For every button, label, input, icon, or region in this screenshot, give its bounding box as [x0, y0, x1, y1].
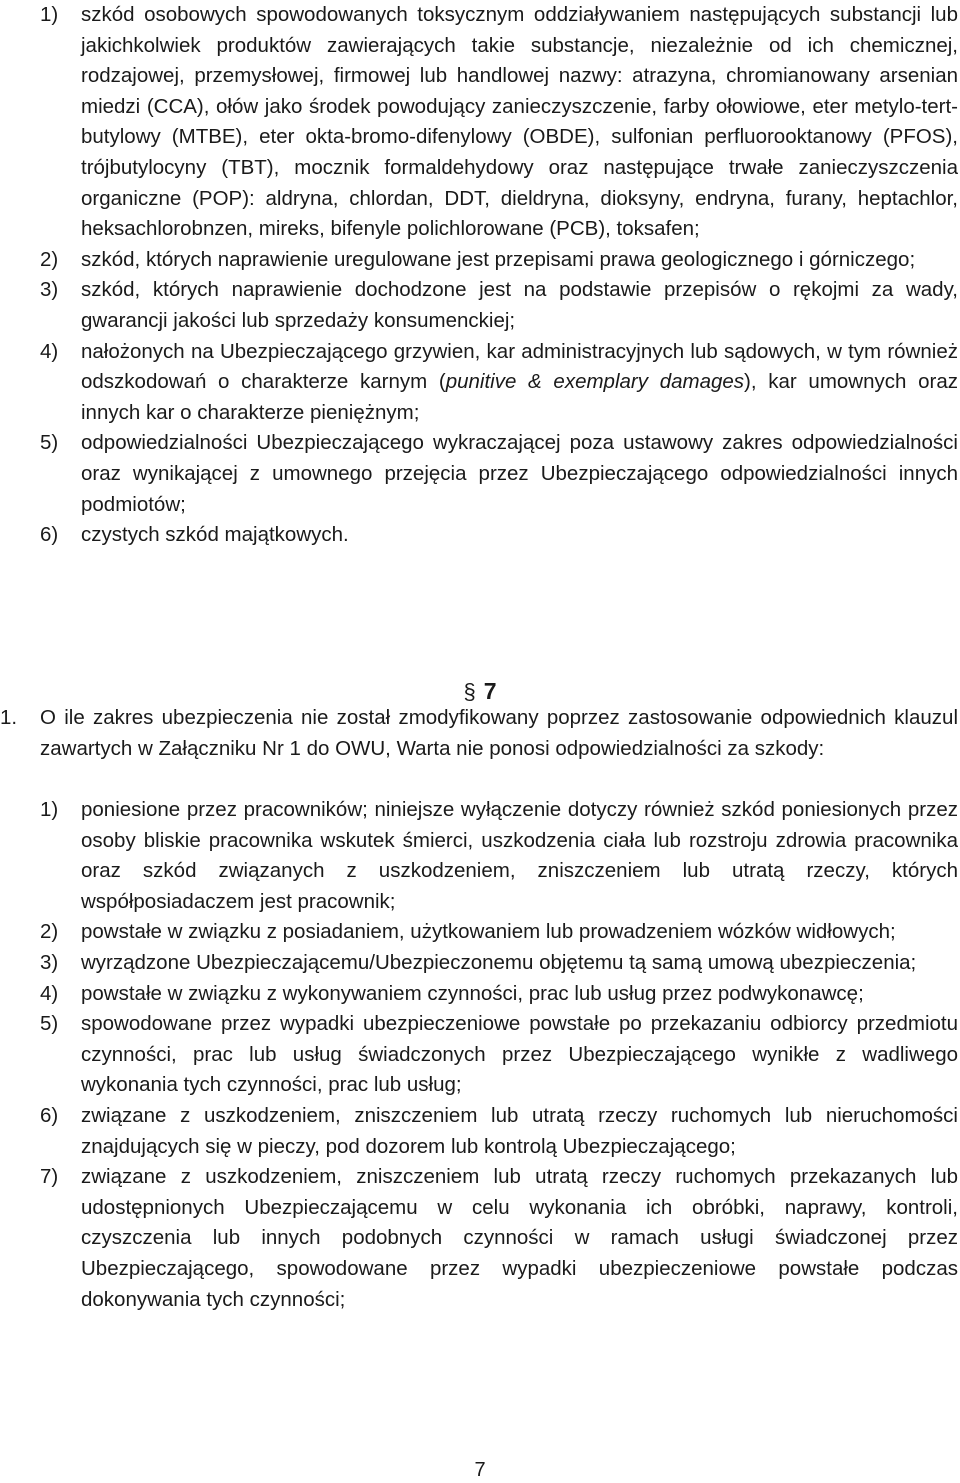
- list-item: [0, 1009, 958, 1101]
- section-sign: §: [463, 679, 476, 704]
- paragraph-text: O ile zakres ubezpieczenia nie został zmodyfikowany poprzez zastosowanie odpowiednich klauzul zawartych w Załączniku Nr 1 do OWU, Warta nie ponosi odpowiedzialności za szkody:: [40, 706, 958, 760]
- list-item-text: powstałe w związku z wykonywaniem czynności, prac lub usług przez podwykonawcę;: [81, 981, 864, 1005]
- list-item-number: 2): [40, 920, 59, 944]
- page-number: 7: [474, 1459, 486, 1481]
- list-item-number: 6): [40, 1103, 59, 1127]
- list-item-number: 4): [40, 981, 59, 1005]
- list-item-text: [81, 340, 958, 424]
- paragraph-body: [0, 703, 958, 764]
- list-item-text-part: ), kar umownych oraz innych kar o charakterze pieniężnym;: [81, 370, 958, 424]
- exclusions-list-b: [0, 795, 958, 1315]
- list-item-number: 2): [40, 247, 59, 271]
- list-item-text: wyrządzone Ubezpieczającemu/Ubezpieczonemu objętemu tą samą umową ubezpieczenia;: [81, 950, 917, 974]
- list-item: [0, 979, 958, 1010]
- list-item: [0, 0, 958, 245]
- list-item-text: związane z uszkodzeniem, zniszczeniem lub utratą rzeczy ruchomych przekazanych lub udostępnionych Ubezpieczającemu w celu wykonania ich obróbki, naprawy, kontroli, czyszczenia lub innych podobnych czynności w ramach usługi świadczonej przez Ubezpieczającego, spowodowane przez wypadki ubezpieczeniowe powstałe podczas dokonywania tych czynności;: [81, 1165, 958, 1311]
- list-item-number: 1): [40, 798, 59, 821]
- list-item: [0, 795, 958, 917]
- list-item: [0, 275, 958, 336]
- list-item: [0, 917, 958, 948]
- section-number: 7: [483, 678, 497, 704]
- list-item-text: związane z uszkodzeniem, zniszczeniem lub utratą rzeczy ruchomych lub nieruchomości znajdujących się w pieczy, pod dozorem lub kontrolą Ubezpieczającego;: [81, 1103, 958, 1158]
- list-item-text: szkód osobowych spowodowanych toksycznym oddziaływaniem następujących substancji lub jakichkolwiek produktów zawierających takie substancje, niezależnie od ich chemicznej, rodzajowej, przemysłowej, firmowej lub handlowej nazwy: atrazyna, chromianowany arsenian miedzi (CCA), ołów jako środek powodujący zanieczyszczenie, farby ołowiowe, eter metylo-tert-butylowy (MTBE), eter okta-bromo-difenylowy (OBDE), sulfonian perfluorooktanowy (PFOS), trójbutylocyny (TBT), mocznik formaldehydowy oraz następujące trwałe zanieczyszczenia organiczne (POP): aldryna, chlordan, DDT, dieldryna, dioksyny, endryna, furany, heptachlor, heksachlorobnzen, mireks, bifenyle polichlorowane (PCB), toksafen;: [81, 3, 958, 241]
- italic-term: punitive & exemplary damages: [445, 370, 745, 394]
- list-item: [0, 1162, 958, 1315]
- list-item-text: spowodowane przez wypadki ubezpieczeniowe powstałe po przekazaniu odbiorcy przedmiotu czynności, prac lub usług świadczonych przez Ubezpieczającego wynikłe z wadliwego wykonania tych czynności, prac lub usług;: [81, 1012, 958, 1097]
- exclusions-list-a: [0, 0, 958, 551]
- list-item-text: odpowiedzialności Ubezpieczającego wykraczającej poza ustawowy zakres odpowiedzialności oraz wynikającej z umownego przejęcia przez Ubezpieczającego odpowiedzialności innych podmiotów;: [81, 431, 958, 516]
- list-item-text: czystych szkód majątkowych.: [81, 523, 349, 547]
- list-item: [0, 337, 958, 429]
- list-item-text-part: nałożonych na Ubezpieczającego grzywien, kar administracyjnych lub sądowych, w tym również odszkodowań o charakterze karnym (: [81, 339, 958, 394]
- list-item-text: szkód, których naprawienie uregulowane jest przepisami prawa geologicznego i górniczego;: [81, 247, 916, 271]
- list-item-number: 1): [40, 3, 59, 26]
- list-item-text: szkód, których naprawienie dochodzone jest na podstawie przepisów o rękojmi za wady, gwarancji jakości lub sprzedaży konsumenckiej;: [81, 278, 958, 332]
- list-item: [0, 428, 958, 520]
- list-item-number: 5): [40, 431, 59, 455]
- list-item-number: 4): [40, 339, 59, 363]
- list-item-number: 5): [40, 1012, 59, 1036]
- list-item: [0, 245, 958, 276]
- list-item-text: powstałe w związku z posiadaniem, użytkowaniem lub prowadzeniem wózków widłowych;: [81, 920, 896, 944]
- list-item: [0, 948, 958, 979]
- list-item: [0, 1101, 958, 1162]
- list-item-text: poniesione przez pracowników; niniejsze wyłączenie dotyczy również szkód poniesionych przez osoby bliskie pracownika wskutek śmierci, uszkodzenia ciała lub rozstroju zdrowia pracownika oraz szkód związanych z uszkodzeniem, zniszczeniem lub utratą rzeczy, których współposiadaczem jest pracownik;: [81, 798, 958, 913]
- list-item-number: 3): [40, 950, 59, 974]
- paragraph-number: 1.: [0, 706, 18, 729]
- list-item-number: 7): [40, 1165, 59, 1189]
- list-item: [0, 520, 958, 551]
- list-item-number: 3): [40, 278, 59, 302]
- paragraph-1: [0, 703, 958, 764]
- list-item-number: 6): [40, 523, 59, 547]
